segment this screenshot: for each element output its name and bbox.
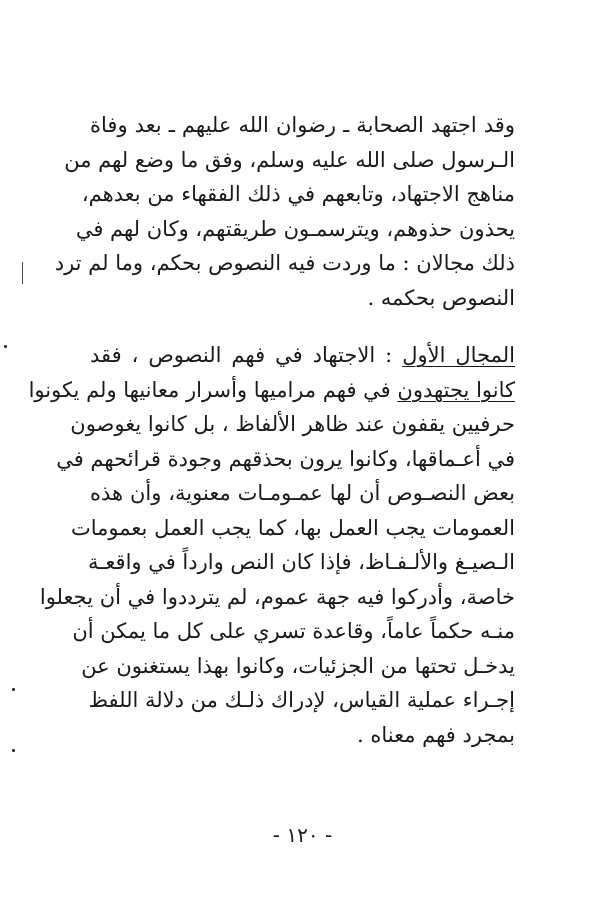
- paragraph-line: ذلك مجالان : ما وردت فيه النصوص بحكم، وما لم ترد: [54, 251, 515, 275]
- line-rest: في فهم مراميها وأسرار معانيها ولم يكونوا: [28, 377, 398, 402]
- page-number: - ١٢٠ -: [272, 823, 333, 847]
- margin-dot: [12, 688, 15, 691]
- heading-line-rest: : الاجتهاد في فهم النصوص ، فقد: [90, 343, 403, 367]
- paragraph-line: خاصة، وأدركوا فيه جهة عموم، لم يترددوا في أن يجعلوا: [39, 584, 515, 609]
- paragraph-line: إجـراء عملية القياس، لإدراك ذلـك من دلالة اللفظ: [88, 688, 515, 712]
- paragraph-line: منـه حكماً عاماً، وقاعدة تسري على كل ما يمكن أن: [72, 619, 515, 643]
- paragraph-line: بمجرد فهم معناه .: [357, 722, 515, 747]
- margin-mark: [22, 262, 23, 284]
- section-heading: المجال الأول: [402, 343, 515, 367]
- paragraph-line: مناهج الاجتهاد، وتابعهم في ذلك الفقهاء من بعدهم،: [81, 182, 515, 206]
- margin-dot: [4, 345, 7, 348]
- paragraph-line: [28, 373, 515, 408]
- paragraph-line: يحذون حذوهم، ويترسمـون طريقتهم، وكان لهم في: [75, 216, 515, 241]
- paragraph-1: [54, 108, 515, 315]
- paragraph-line: حرفيين يقفون عند ظاهر الألفاظ ، بل كانوا يغوصون: [70, 412, 515, 436]
- paragraph-line: الـرسول صلى الله عليه وسلم، وفق ما وضع لهم من: [64, 147, 515, 172]
- paragraph-line: في أعـماقها، وكانوا يرون بحذقهم وجودة قرائحهم في: [56, 446, 515, 471]
- underlined-phrase: كانوا يجتهدون: [397, 377, 515, 402]
- paragraph-line: النصوص بحكمه .: [367, 285, 515, 310]
- paragraph-2: [28, 338, 515, 752]
- paragraph-line: يدخـل تحتها من الجزئيات، وكانوا بهذا يستغنون عن: [81, 653, 515, 678]
- paragraph-line: بعض النصـوص أن لها عمـومـات معنوية، وأن هذه: [90, 481, 515, 505]
- paragraph-line: [90, 338, 515, 373]
- paragraph-line: العمومات يجب العمل بها، كما يجب العمل بعمومات: [71, 515, 515, 540]
- margin-dot: [12, 749, 15, 752]
- paragraph-line: الـصيـغ والألـفـاظ، فإذا كان النص وارداً في واقعـة: [87, 550, 515, 574]
- paragraph-line: وقد اجتهد الصحابة ـ رضوان الله عليهم ـ بعد وفاة: [90, 113, 515, 137]
